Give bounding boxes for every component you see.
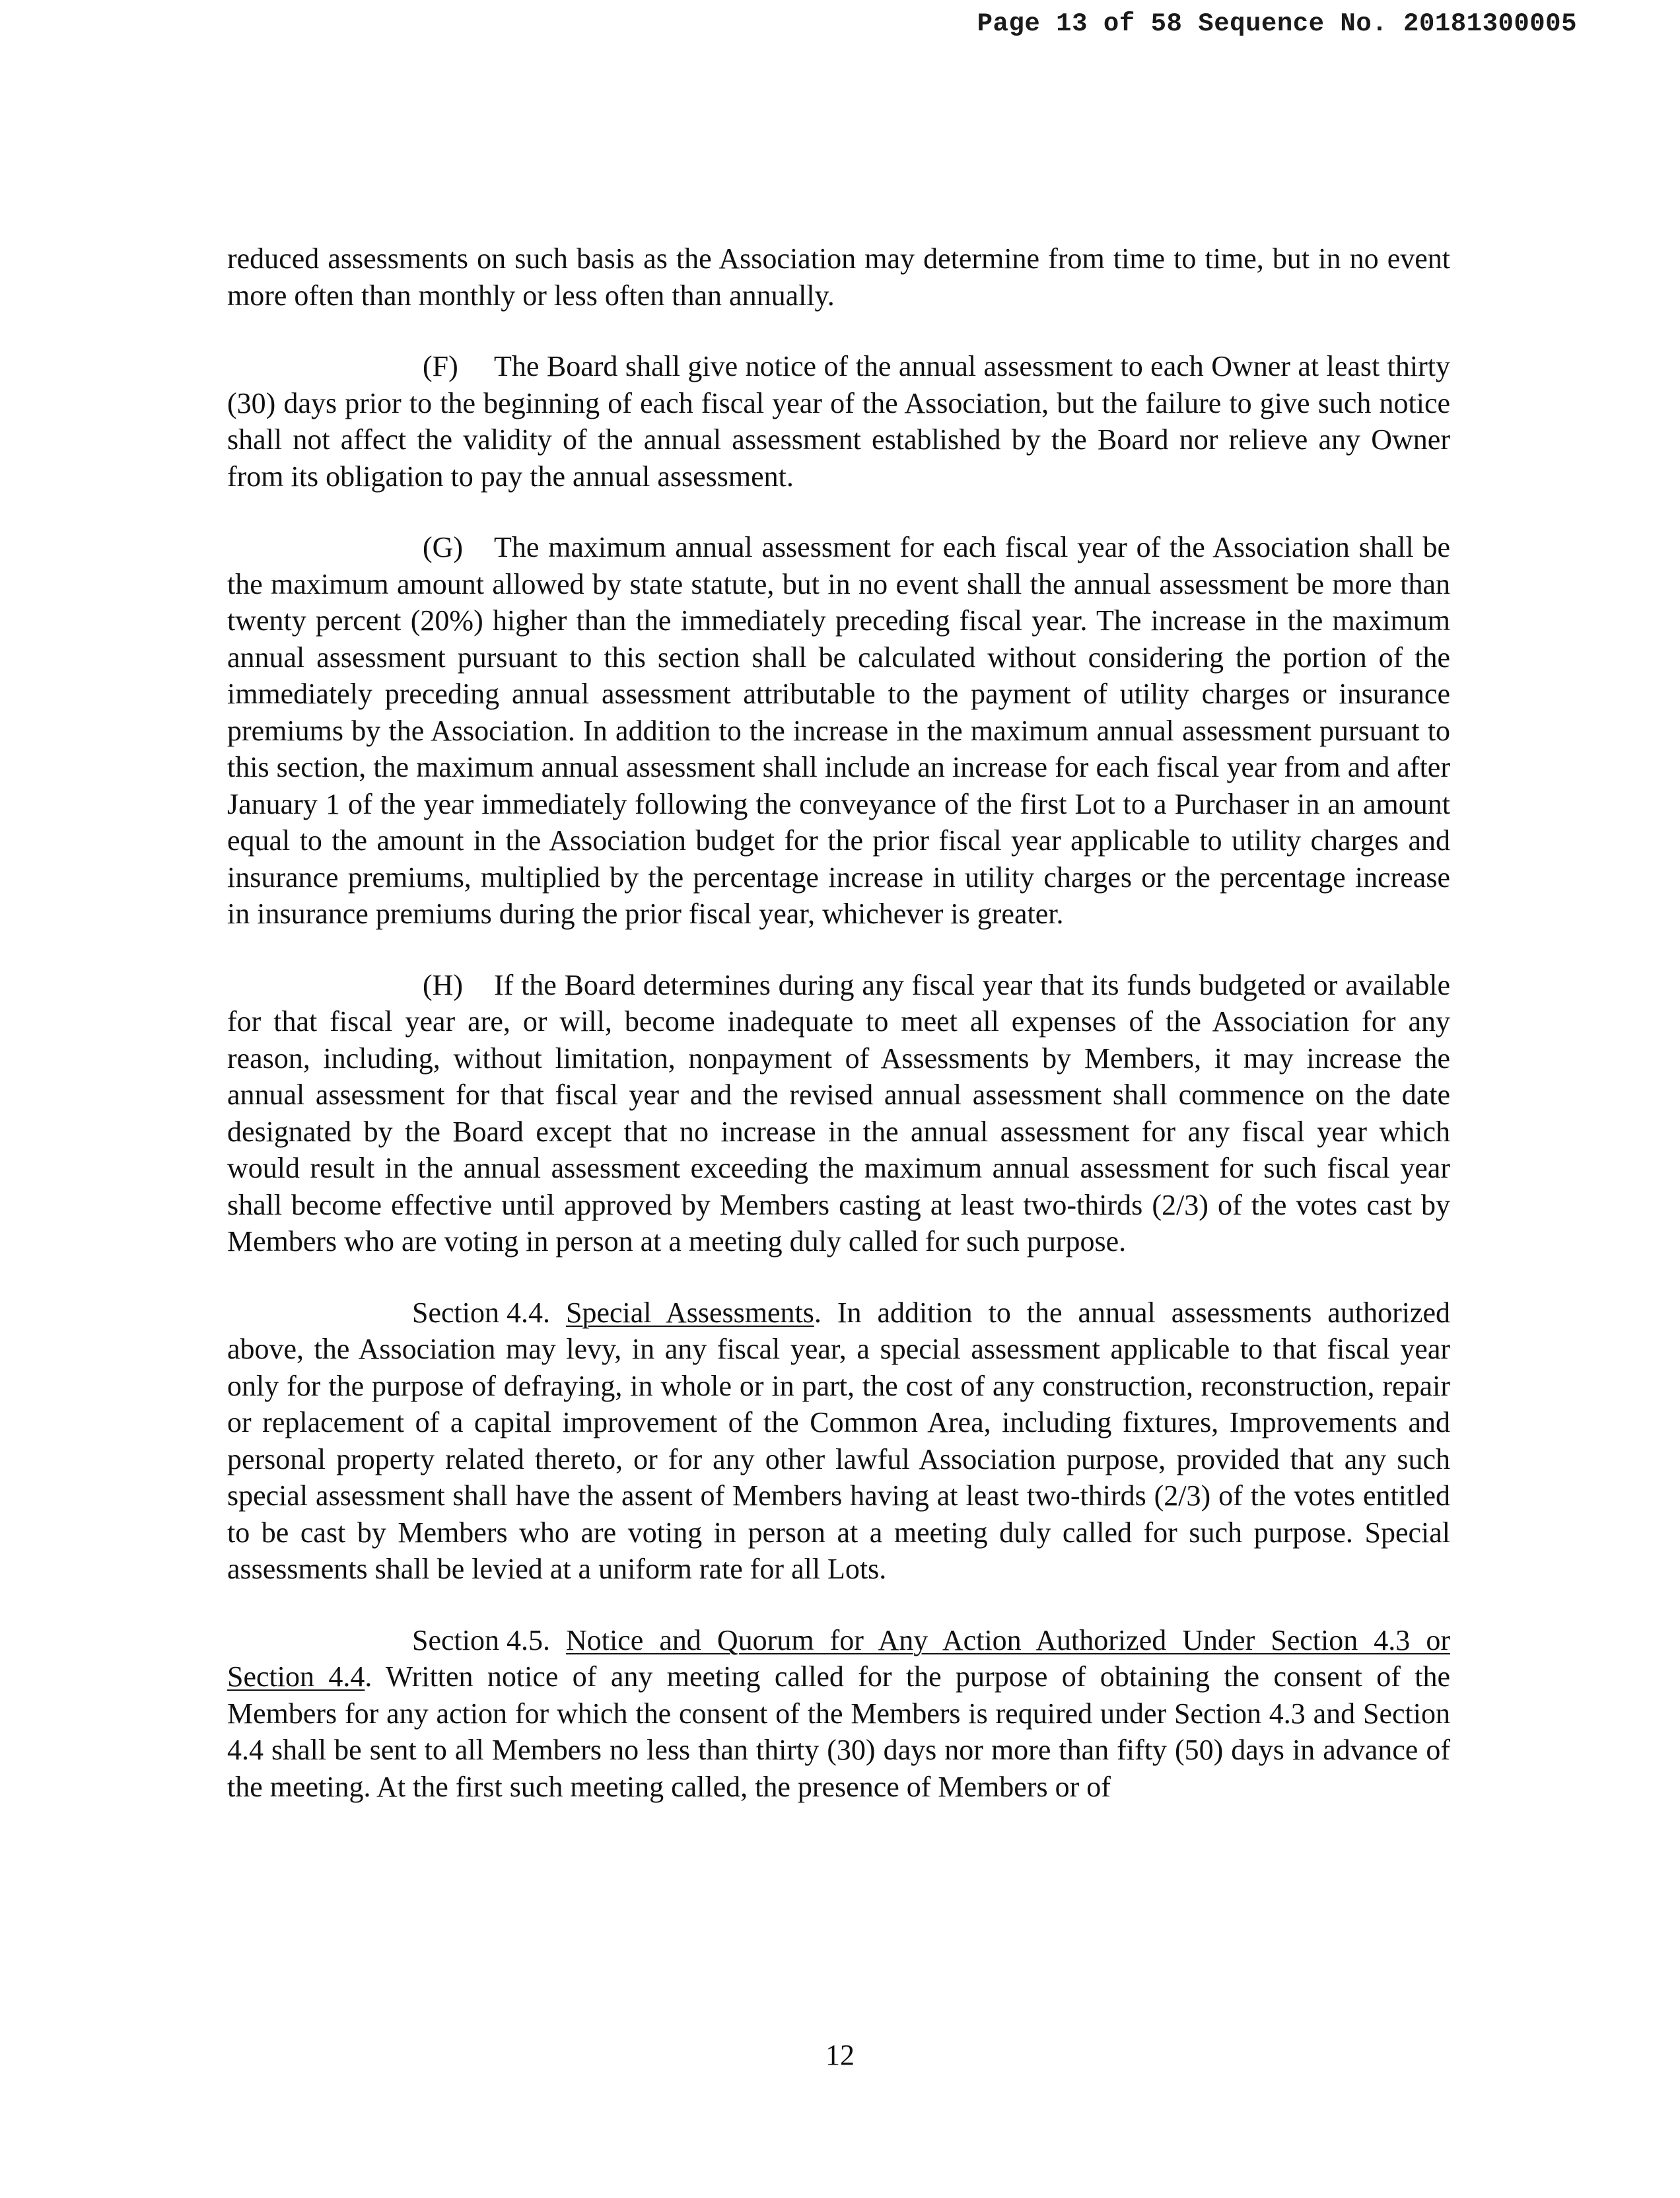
page-number: 12 — [825, 2039, 855, 2071]
section-4-5-title: Notice and Quorum for Any Action Authorized Under Section 4.3 or Section 4.4 — [227, 1623, 1450, 1693]
paragraph-h — [227, 967, 1450, 1260]
paragraph-h-label: (H) — [423, 968, 464, 1001]
paragraph-g-label: (G) — [423, 531, 464, 563]
paragraph-continuation: reduced assessments on such basis as the Association may determine from time to time, but in no event more often than monthly or less often than annually. — [227, 242, 1450, 312]
section-4-4-number: Section 4.4. — [412, 1296, 550, 1329]
section-4-5-number: Section 4.5. — [412, 1623, 550, 1656]
section-4-4-title: Special Assessments — [565, 1296, 814, 1329]
section-4-5-text: . Written notice of any meeting called for the purpose of obtaining the consent of the Members for any action for which the consent of the Members is required under Section 4.3 and Section 4.4 shall be sent to all Members no less than thirty (30) days nor more than fifty (50) days in advance of the meeting. At the first such meeting called, the presence of Members or of — [227, 1660, 1450, 1803]
paragraph-f — [227, 348, 1450, 495]
document-body — [227, 240, 1450, 1839]
paragraph-g-text: The maximum annual assessment for each fiscal year of the Association shall be the maximum amount allowed by state statute, but in no event shall the annual assessment be more than twenty percent (20%) higher than the immediately preceding fiscal year. The increase in the maximum annual assessment pursuant to this section shall be calculated without considering the portion of the immediately preceding annual assessment attributable to the payment of utility charges or insurance premiums by the Association. In addition to the increase in the maximum annual assessment pursuant to this section, the maximum annual assessment shall include an increase for each fiscal year from and after January 1 of the year immediately following the conveyance of the first Lot to a Purchaser in an amount equal to the amount in the Association budget for the prior fiscal year applicable to utility charges and insurance premiums, multiplied by the percentage increase in utility charges or the percentage increase in insurance premiums during the prior fiscal year, whichever is greater. — [227, 531, 1450, 930]
paragraph-g — [227, 529, 1450, 933]
paragraph-f-text: The Board shall give notice of the annual assessment to each Owner at least thirty (30) days prior to the beginning of each fiscal year of the Association, but the failure to give such notice shall not affect the validity of the annual assessment established by the Board nor relieve any Owner from its obligation to pay the annual assessment. — [227, 350, 1450, 493]
page-sequence-header: Page 13 of 58 Sequence No. 20181300005 — [977, 9, 1577, 38]
section-4-5 — [227, 1622, 1450, 1806]
paragraph-h-text: If the Board determines during any fiscal year that its funds budgeted or available for that fiscal year are, or will, become inadequate to meet all expenses of the Association for any reason, including, without limitation, nonpayment of Assessments by Members, it may increase the annual assessment for that fiscal year and the revised annual assessment shall commence on the date designated by the Board except that no increase in the annual assessment for any fiscal year which would result in the annual assessment exceeding the maximum annual assessment for such fiscal year shall become effective until approved by Members casting at least two-thirds (2/3) of the votes cast by Members who are voting in person at a meeting duly called for such purpose. — [227, 968, 1450, 1258]
section-4-4-text: . In addition to the annual assessments authorized above, the Association may levy, in any fiscal year, a special assessment applicable to that fiscal year only for the purpose of defraying, in whole or in part, the cost of any construction, reconstruction, repair or replacement of a capital improvement of the Common Area, including fixtures, Improvements and personal property related thereto, or for any other lawful Association purpose, provided that any such special assessment shall have the assent of Members having at least two-thirds (2/3) of the votes entitled to be cast by Members who are voting in person at a meeting duly called for such purpose. Special assessments shall be levied at a uniform rate for all Lots. — [227, 1296, 1450, 1585]
paragraph-f-label: (F) — [423, 350, 458, 382]
section-4-4 — [227, 1294, 1450, 1588]
